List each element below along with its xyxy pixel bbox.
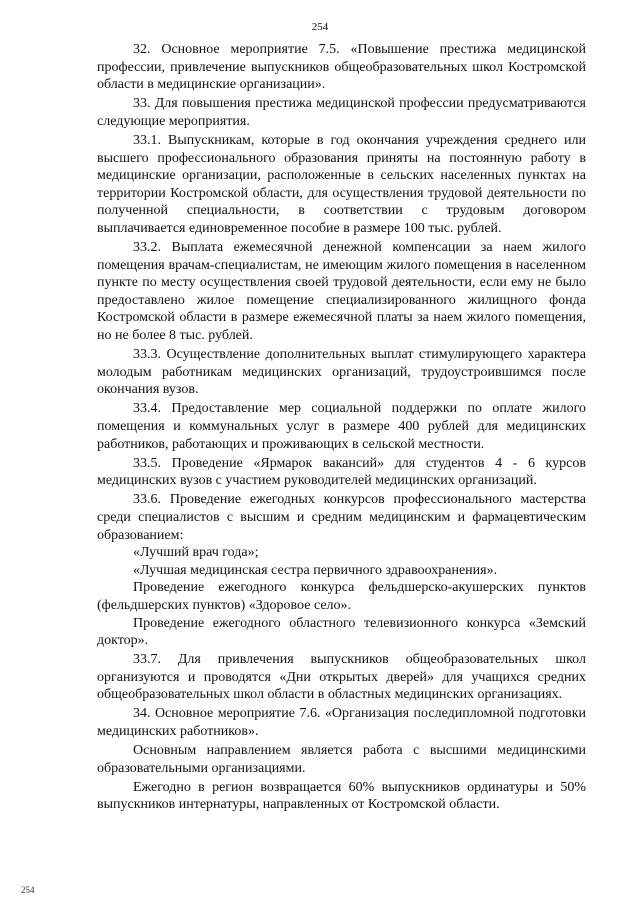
paragraph-33: 33. Для повышения престижа медицинской профессии предусматриваются следующие мероприятия. bbox=[97, 96, 586, 129]
paragraph-graduates-return: Ежегодно в регион возвращается 60% выпускников ординатуры и 50% выпускников интернатуры, направленных от Костромской области. bbox=[97, 779, 586, 813]
margin-page-mark: 254 bbox=[21, 885, 35, 895]
contest-zemsky-doctor: Проведение ежегодного областного телевизионного конкурса «Земский доктор». bbox=[97, 615, 586, 649]
contest-best-nurse: «Лучшая медицинская сестра первичного здравоохранения». bbox=[133, 562, 498, 578]
paragraph-33-6: 33.6. Проведение ежегодных конкурсов профессионального мастерства среди специалистов с высшим и средним медицинским и фармацевтическим образованием: bbox=[97, 492, 586, 543]
contest-healthy-village: Проведение ежегодного конкурса фельдшерско-акушерских пунктов (фельдшерских пунктов) «Здоровое село». bbox=[97, 580, 586, 613]
paragraph-34: 34. Основное мероприятие 7.6. «Организация последипломной подготовки медицинских работников». bbox=[97, 706, 586, 740]
paragraph-33-4: 33.4. Предоставление мер социальной поддержки по оплате жилого помещения и коммунальных услуг в размере 400 рублей для медицинских работников, работающих и проживающих в сельской местности. bbox=[97, 401, 586, 452]
paragraph-33-7: 33.7. Для привлечения выпускников общеобразовательных школ организуются и проводятся «Дни открытых дверей» для учащихся средних общеобразовательных школ области в областных медицинских организациях. bbox=[97, 652, 586, 703]
document-body bbox=[97, 41, 586, 814]
paragraph-32: 32. Основное мероприятие 7.5. «Повышение престижа медицинской профессии, привлечение выпускников общеобразовательных школ Костромской области в медицинские организации». bbox=[97, 42, 586, 93]
paragraph-33-1: 33.1. Выпускникам, которые в год окончания учреждения среднего или высшего профессионального образования приняты на постоянную работу в медицинские организации, расположенные в сельских населенных пунктах на территории Костромской области, для осуществления трудовой деятельности по полученной специальности, в соответствии с трудовым договором выплачивается единовременное пособие в размере 100 тыс. рублей. bbox=[97, 132, 586, 236]
page-number: 254 bbox=[311, 21, 329, 33]
paragraph-main-direction: Основным направлением является работа с высшими медицинскими образовательными организациями. bbox=[97, 743, 586, 776]
paragraph-33-2: 33.2. Выплата ежемесячной денежной компенсации за наем жилого помещения врачам-специалистам, не имеющим жилого помещения в населенном пункте по месту осуществления своей трудовой деятельности, если ему не было предоставлено жилое помещение специализированного жилищного фонда Костромской области в размере ежемесячной платы за наем жилого помещения, но не более 8 тыс. рублей. bbox=[97, 240, 586, 343]
paragraph-33-3: 33.3. Осуществление дополнительных выплат стимулирующего характера молодым работникам медицинских организаций, трудоустроившимся после окончания вузов. bbox=[97, 347, 586, 398]
paragraph-33-5: 33.5. Проведение «Ярмарок вакансий» для студентов 4 - 6 курсов медицинских вузов с участием руководителей медицинских организаций. bbox=[97, 455, 586, 489]
contest-best-doctor: «Лучший врач года»; bbox=[133, 545, 259, 561]
